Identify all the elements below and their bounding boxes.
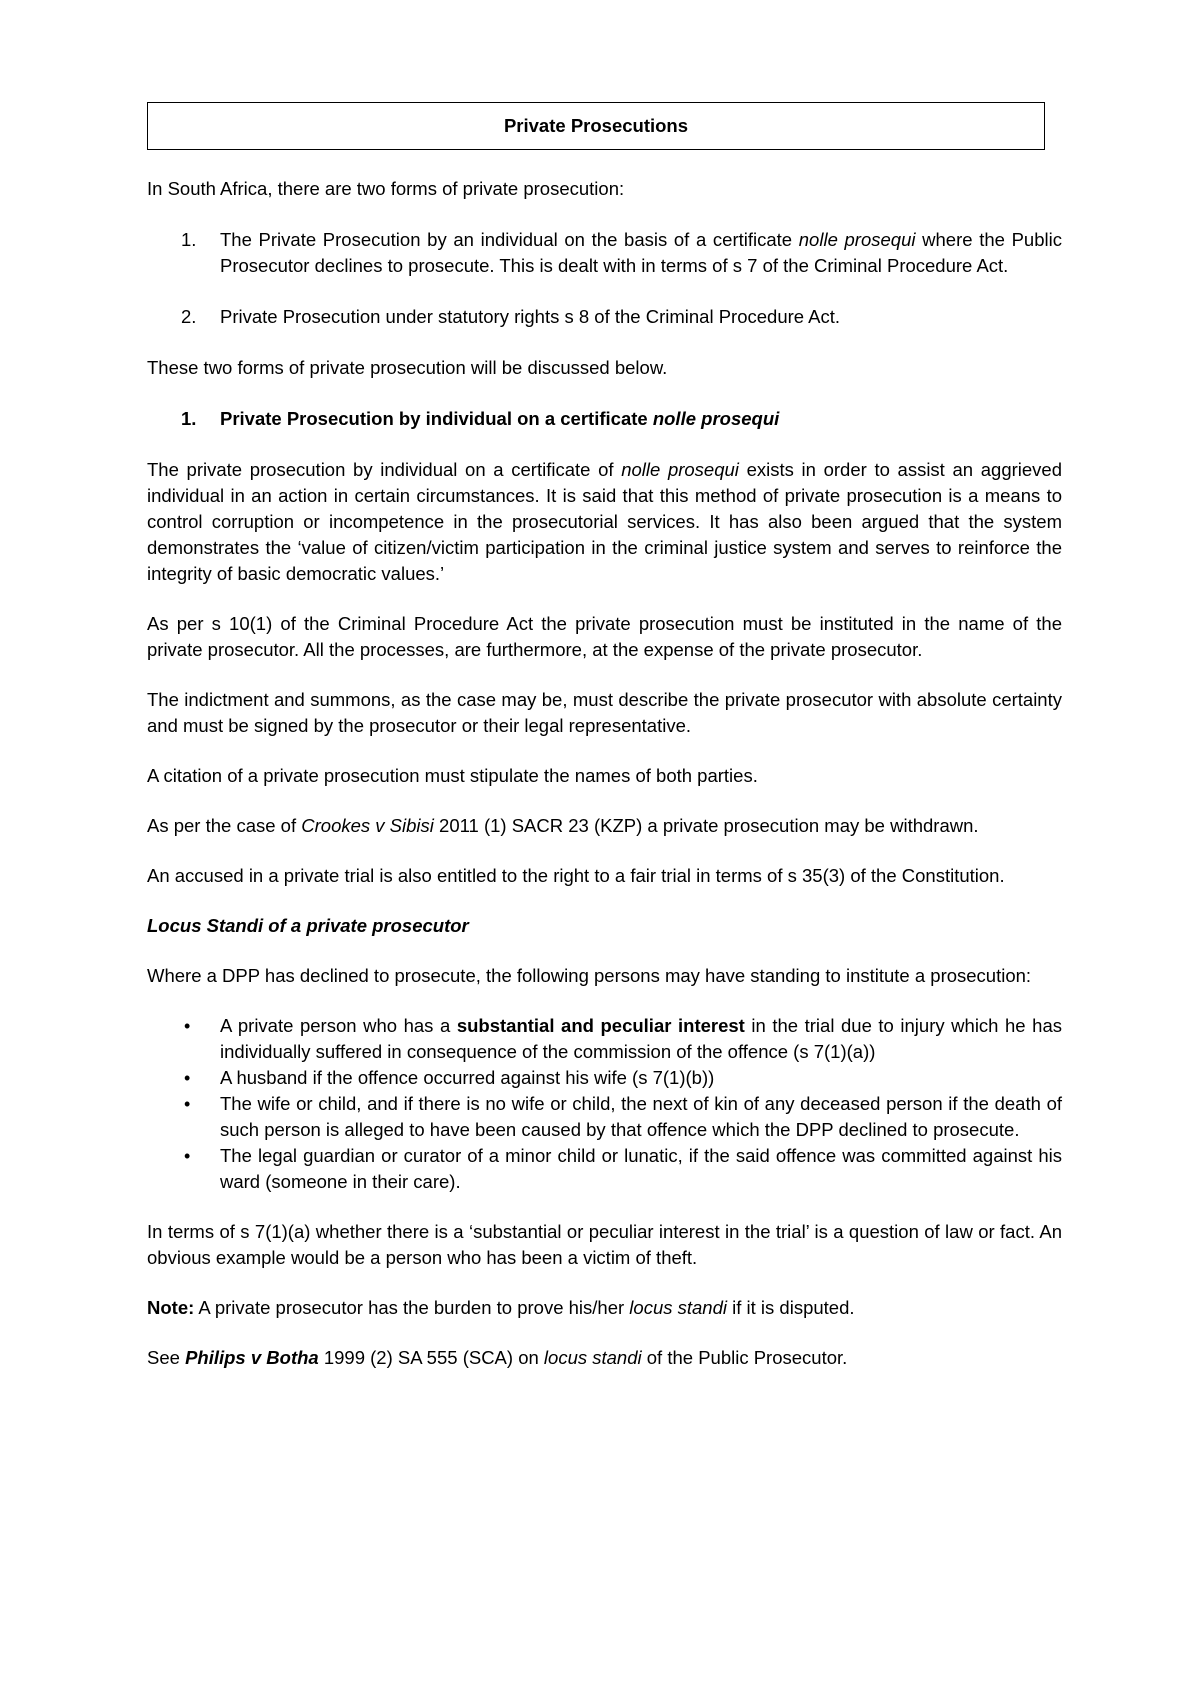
see-paragraph: See Philips v Botha 1999 (2) SA 555 (SCA) on locus standi of the Public Prosecutor. [147,1347,848,1368]
form-item-number: 2. [181,306,197,327]
list-item [147,1065,1062,1091]
form-item-number: 1. [181,229,197,250]
bullet-icon [184,1143,220,1195]
purpose-paragraph: The private prosecution by individual on a certificate of nolle prosequi exists in order to assist an aggrieved individual in an action in certain circumstances. It is said that this method of private prosecution is a means to control corruption or incompetence in the prosecutorial services. It has also been argued that the system demonstrates the ‘value of citizen/victim participation in the criminal justice system and serves to reinforce the integrity of basic democratic values.’ [147,459,1062,584]
document-page [147,102,1062,1371]
interest-paragraph: In terms of s 7(1)(a) whether there is a ‘substantial or peculiar interest in the trial’ is a question of law or fact. An obvious example would be a person who has been a victim of theft. [147,1221,1062,1268]
bullet-icon [184,1091,220,1143]
title-box [147,102,1045,150]
form-item-2 [147,304,1062,330]
note-paragraph: Note: A private prosecutor has the burden to prove his/her locus standi if it is disputed. [147,1297,855,1318]
intro-paragraph: In South Africa, there are two forms of private prosecution: [147,178,625,199]
section-heading-1 [147,406,1062,432]
list-item [147,1143,1062,1195]
list-item-text: A husband if the offence occurred against his wife (s 7(1)(b)) [220,1067,715,1088]
note-label: Note: [147,1297,195,1318]
section-heading-2: Locus Standi of a private prosecutor [147,915,469,936]
section-heading-text: Private Prosecution by individual on a certificate nolle prosequi [220,408,780,429]
citation-paragraph: A citation of a private prosecution must stipulate the names of both parties. [147,765,758,786]
fair-trial-paragraph: An accused in a private trial is also entitled to the right to a fair trial in terms of s 35(3) of the Constitution. [147,865,1005,886]
list-item-text: A private person who has a substantial and peculiar interest in the trial due to injury which he has individually suffered in consequence of the commission of the offence (s 7(1)(a)) [220,1015,1062,1062]
form-item-text: Private Prosecution under statutory rights s 8 of the Criminal Procedure Act. [220,306,841,327]
standing-intro-paragraph: Where a DPP has declined to prosecute, the following persons may have standing to institute a prosecution: [147,965,1032,986]
bullet-icon [184,1013,220,1065]
indictment-paragraph: The indictment and summons, as the case may be, must describe the private prosecutor with absolute certainty and must be signed by the prosecutor or their legal representative. [147,689,1062,736]
withdrawal-paragraph: As per the case of Crookes v Sibisi 2011 (1) SACR 23 (KZP) a private prosecution may be withdrawn. [147,815,979,836]
list-item [147,1091,1062,1143]
bullet-icon [184,1065,220,1091]
form-item-1 [147,227,1062,279]
list-item-text: The legal guardian or curator of a minor child or lunatic, if the said offence was committed against his ward (someone in their care). [220,1145,1062,1192]
list-item [147,1013,1062,1065]
case-name: Philips v Botha [185,1347,319,1368]
standing-list [147,1013,1062,1195]
page-title: Private Prosecutions [503,115,689,136]
section-heading-number: 1. [181,408,197,429]
discussed-paragraph: These two forms of private prosecution will be discussed below. [147,357,668,378]
form-item-text: The Private Prosecution by an individual on the basis of a certificate nolle prosequi where the Public Prosecutor declines to prosecute. This is dealt with in terms of s 7 of the Criminal Procedure Act. [220,229,1062,276]
list-item-text: The wife or child, and if there is no wife or child, the next of kin of any deceased person if the death of such person is alleged to have been caused by that offence which the DPP declined to prosecute. [220,1093,1062,1140]
name-expense-paragraph: As per s 10(1) of the Criminal Procedure Act the private prosecution must be instituted in the name of the private prosecutor. All the processes, are furthermore, at the expense of the private prosecutor. [147,613,1062,660]
